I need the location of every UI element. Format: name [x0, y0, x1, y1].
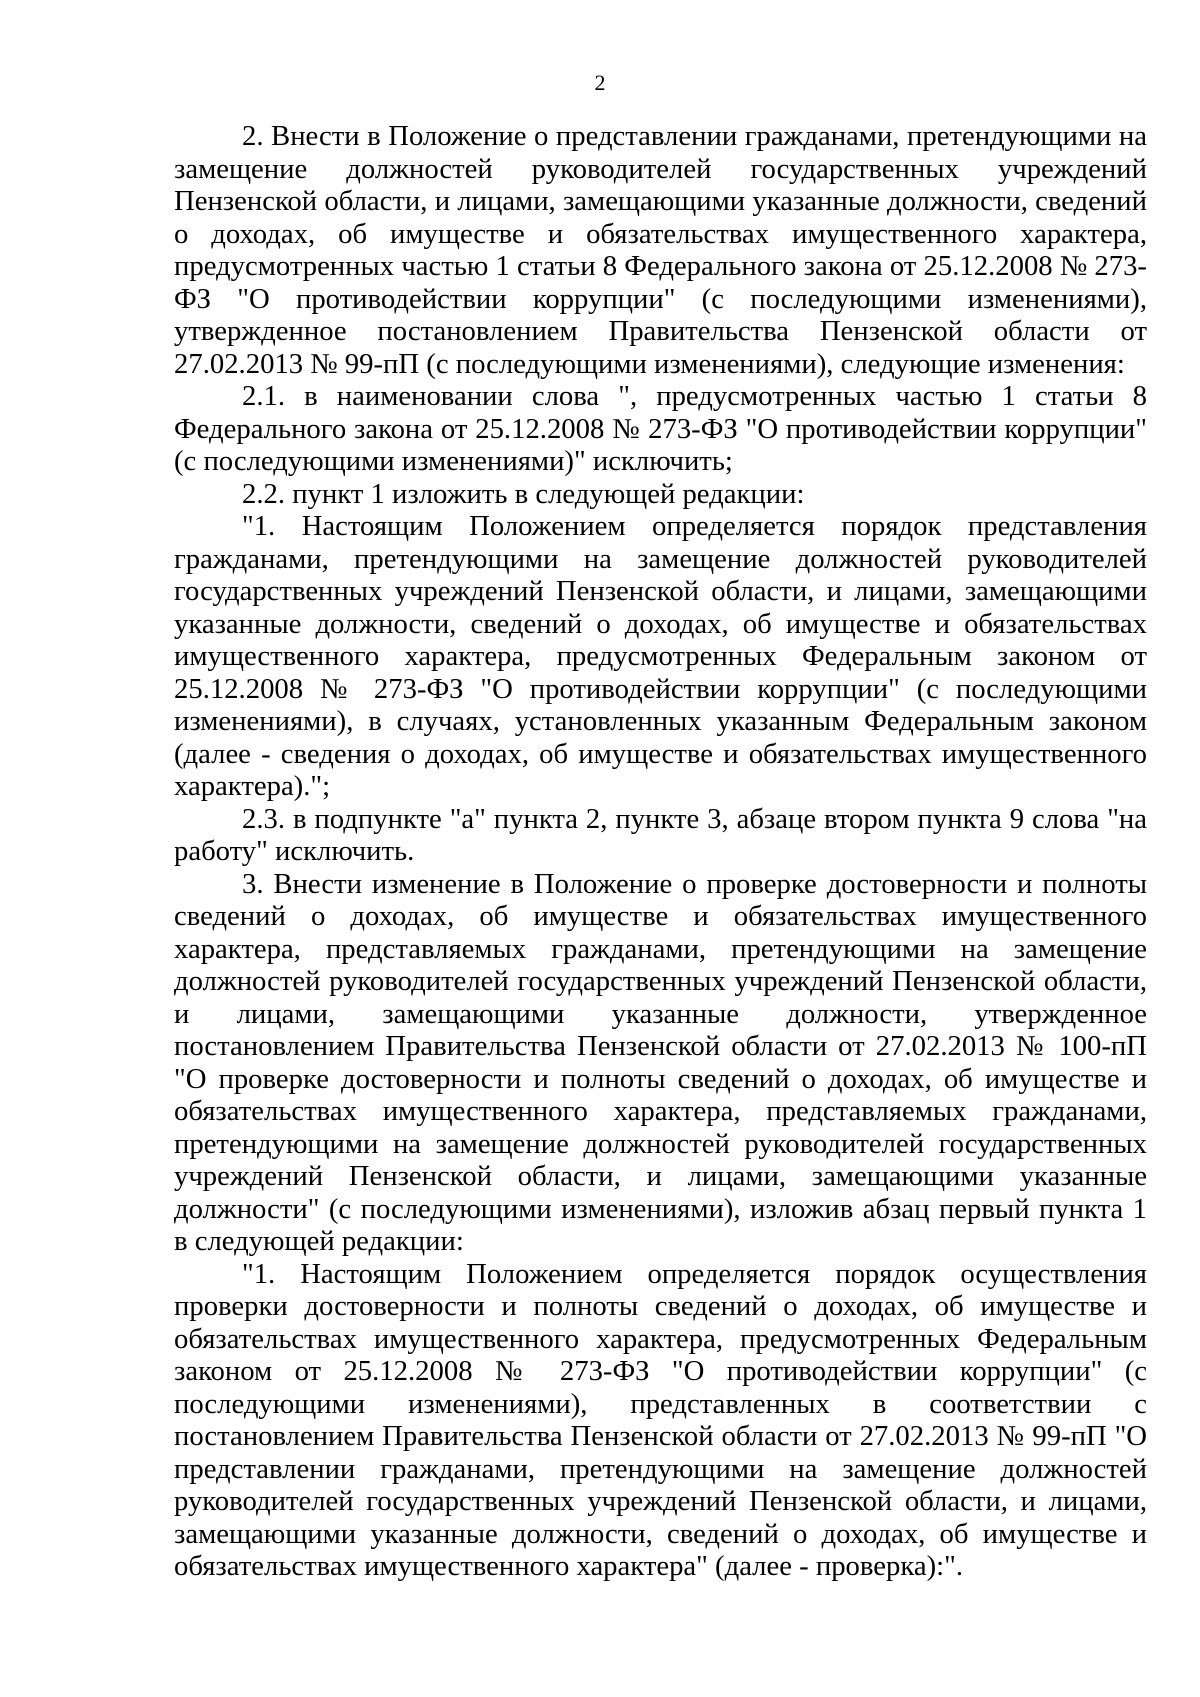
page-number: 2 — [594, 70, 606, 95]
paragraph-quoted-clause-1-verification: "1. Настоящим Положением определяется порядок осуществления проверки достоверности и полноты сведений о доходах, об имуществе и обязательствах имущественного характера, предусмотренных Федеральным законом от 25.12.2008 № 273-ФЗ "О противодействии коррупции" (с последующими изменениями), представленных в соответствии с постановлением Правительства Пензенской области от 27.02.2013 № 99-пП "О представлении гражданами, претендующими на замещение должностей руководителей государственных учреждений Пензенской области, и лицами, замещающими указанные должности, сведений о доходах, об имуществе и обязательствах имущественного характера" (далее - проверка):". — [174, 1257, 1147, 1582]
paragraph-subitem-2-3: 2.3. в подпункте "а" пункта 2, пункте 3, абзаце втором пункта 9 слова "на работу" исключить. — [174, 802, 1147, 867]
document-body — [174, 120, 1147, 1583]
paragraph-subitem-2-2: 2.2. пункт 1 изложить в следующей редакции: — [242, 477, 805, 510]
paragraph-subitem-2-1: 2.1. в наименовании слова ", предусмотренных частью 1 статьи 8 Федерального закона от 25.12.2008 № 273-ФЗ "О противодействии коррупции" (с последующими изменениями)" исключить; — [174, 380, 1147, 477]
paragraph-item-2: 2. Внести в Положение о представлении гражданами, претендующими на замещение должностей руководителей государственных учреждений Пензенской области, и лицами, замещающими указанные должности, сведений о доходах, об имуществе и обязательствах имущественного характера, предусмотренных частью 1 статьи 8 Федерального закона от 25.12.2008 № 273-ФЗ "О противодействии коррупции" (с последующими изменениями), утвержденное постановлением Правительства Пензенской области от 27.02.2013 № 99-пП (с последующими изменениями), следующие изменения: — [174, 120, 1147, 380]
paragraph-item-3: 3. Внести изменение в Положение о проверке достоверности и полноты сведений о доходах, об имуществе и обязательствах имущественного характера, представляемых гражданами, претендующими на замещение должностей руководителей государственных учреждений Пензенской области, и лицами, замещающими указанные должности, утвержденное постановлением Правительства Пензенской области от 27.02.2013 № 100-пП "О проверке достоверности и полноты сведений о доходах, об имуществе и обязательствах имущественного характера, представляемых гражданами, претендующими на замещение должностей руководителей государственных учреждений Пензенской области, и лицами, замещающими указанные должности" (с последующими изменениями), изложив абзац первый пункта 1 в следующей редакции: — [174, 867, 1147, 1257]
paragraph-quoted-clause-1: "1. Настоящим Положением определяется порядок представления гражданами, претендующими на замещение должностей руководителей государственных учреждений Пензенской области, и лицами, замещающими указанные должности, сведений о доходах, об имуществе и обязательствах имущественного характера, предусмотренных Федеральным законом от 25.12.2008 № 273-ФЗ "О противодействии коррупции" (с последующими изменениями), в случаях, установленных указанным Федеральным законом (далее - сведения о доходах, об имуществе и обязательствах имущественного характера)."; — [174, 510, 1147, 802]
